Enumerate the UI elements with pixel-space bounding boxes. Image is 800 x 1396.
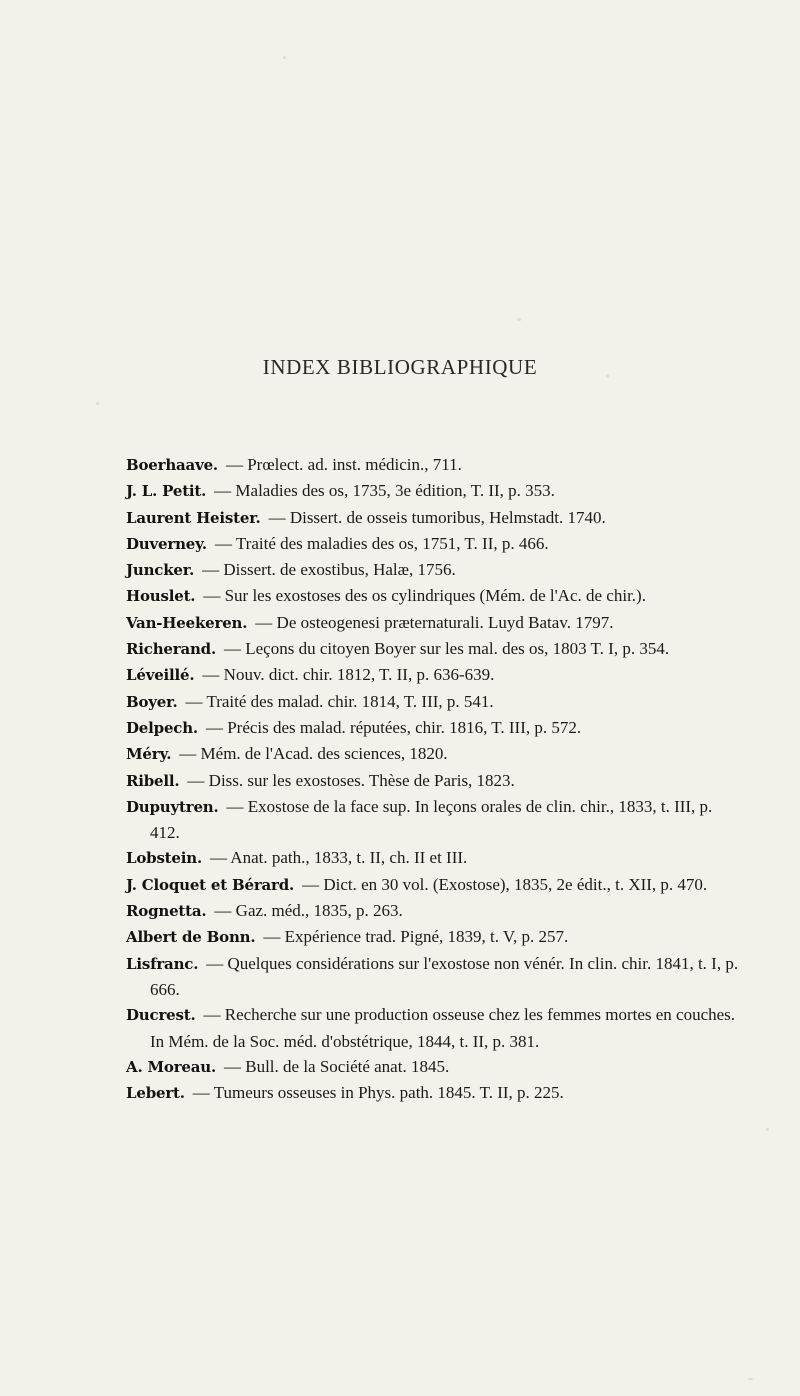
paper-speckle (283, 56, 286, 59)
list-item (126, 478, 746, 504)
entry-author: Juncker. (126, 561, 195, 580)
list-item (126, 636, 746, 662)
entry-text: — Dict. en 30 vol. (Exostose), 1835, 2e édit., t. XII, p. 470. (302, 874, 708, 894)
list-item (126, 1002, 746, 1054)
entry-text: — Sur les exostoses des os cylindriques (Mém. de l'Ac. de chir.). (203, 586, 646, 606)
entry-author: Houslet. (126, 587, 196, 606)
list-item (126, 531, 746, 557)
list-item (126, 794, 746, 846)
entry-text: — Gaz. méd., 1835, p. 263. (214, 901, 403, 921)
entry-text: — Traité des maladies des os, 1751, T. II, p. 466. (214, 533, 549, 553)
entry-text: — Dissert. de osseis tumoribus, Helmstadt. 1740. (268, 507, 606, 527)
entry-author: Albert de Bonn. (126, 928, 256, 947)
list-item (126, 583, 746, 609)
entry-author: Lisfranc. (126, 954, 199, 973)
entry-text: — Prœlect. ad. inst. médicin., 711. (225, 455, 462, 474)
entry-text: — Mém. de l'Acad. des sciences, 1820. (179, 744, 448, 764)
entry-text: — Exostose de la face sup. In leçons orales de clin. chir., 1833, t. III, p. 412. (150, 796, 713, 843)
entry-author: Dupuytren. (126, 797, 219, 816)
list-item (126, 951, 746, 1003)
entry-author: J. L. Petit. (126, 482, 207, 501)
entry-text: — De osteogenesi præternaturali. Luyd Batav. 1797. (255, 612, 614, 632)
entry-text: — Dissert. de exostibus, Halæ, 1756. (202, 560, 456, 580)
list-item (126, 505, 746, 531)
entry-author: Delpech. (126, 718, 198, 737)
list-item (126, 662, 746, 688)
entry-author: Lobstein. (126, 849, 202, 868)
entry-text: — Quelques considérations sur l'exostose non vénér. In clin. chir. 1841, t. I, p. 666. (150, 953, 739, 999)
list-item (126, 845, 746, 871)
entry-author: Duverney. (126, 534, 207, 553)
paper-speckle (96, 402, 99, 405)
entry-author: Laurent Heister. (126, 508, 261, 527)
entry-text: — Maladies des os, 1735, 3e édition, T. II, p. 353. (214, 481, 555, 501)
entry-author: Richerand. (126, 640, 216, 659)
bibliography-list (126, 452, 746, 1106)
entry-author: Ribell. (126, 771, 180, 790)
entry-author: Van-Heekeren. (126, 613, 248, 632)
entry-text: — Précis des malad. réputées, chir. 1816, T. III, p. 572. (205, 717, 582, 737)
entry-text: — Nouv. dict. chir. 1812, T. II, p. 636-639. (202, 665, 495, 685)
list-item (126, 872, 746, 898)
entry-author: Léveillé. (126, 666, 195, 685)
list-item (126, 610, 746, 636)
list-item (126, 1054, 746, 1080)
list-item (126, 715, 746, 741)
list-item (126, 924, 746, 950)
list-item (126, 557, 746, 583)
entry-text: — Leçons du citoyen Boyer sur les mal. des os, 1803 T. I, p. 354. (224, 639, 670, 659)
list-item (126, 741, 746, 767)
entry-author: Ducrest. (126, 1006, 196, 1025)
entry-author: Boyer. (126, 692, 178, 711)
paper-speckle (766, 1128, 769, 1131)
entry-text: — Bull. de la Société anat. 1845. (224, 1056, 450, 1076)
list-item (126, 1080, 746, 1106)
page-title: INDEX BIBLIOGRAPHIQUE (262, 355, 538, 379)
entry-author: Boerhaave. (126, 456, 218, 474)
entry-text: — Anat. path., 1833, t. II, ch. II et III. (209, 848, 468, 868)
entry-text: — Expérience trad. Pigné, 1839, t. V, p. 257. (263, 927, 569, 947)
list-item (126, 898, 746, 924)
entry-author: Rognetta. (126, 902, 207, 921)
entry-author: Lebert. (126, 1084, 185, 1103)
paper-speckle (748, 1378, 753, 1380)
paper-speckle (517, 318, 521, 321)
entry-text: — Recherche sur une production osseuse chez les femmes mortes en couches. In Mém. de la Soc. méd. d'obstétrique, 1844, t. II, p. 381. (150, 1005, 736, 1051)
list-item (126, 768, 746, 794)
entry-text: — Tumeurs osseuses in Phys. path. 1845. T. II, p. 225. (192, 1083, 564, 1103)
entry-author: A. Moreau. (126, 1057, 216, 1076)
list-item (126, 452, 746, 478)
entry-text: — Diss. sur les exostoses. Thèse de Paris, 1823. (187, 770, 515, 790)
entry-author: Méry. (126, 745, 172, 764)
entry-author: J. Cloquet et Bérard. (126, 875, 295, 894)
list-item (126, 689, 746, 715)
entry-text: — Traité des malad. chir. 1814, T. III, p. 541. (185, 691, 494, 711)
